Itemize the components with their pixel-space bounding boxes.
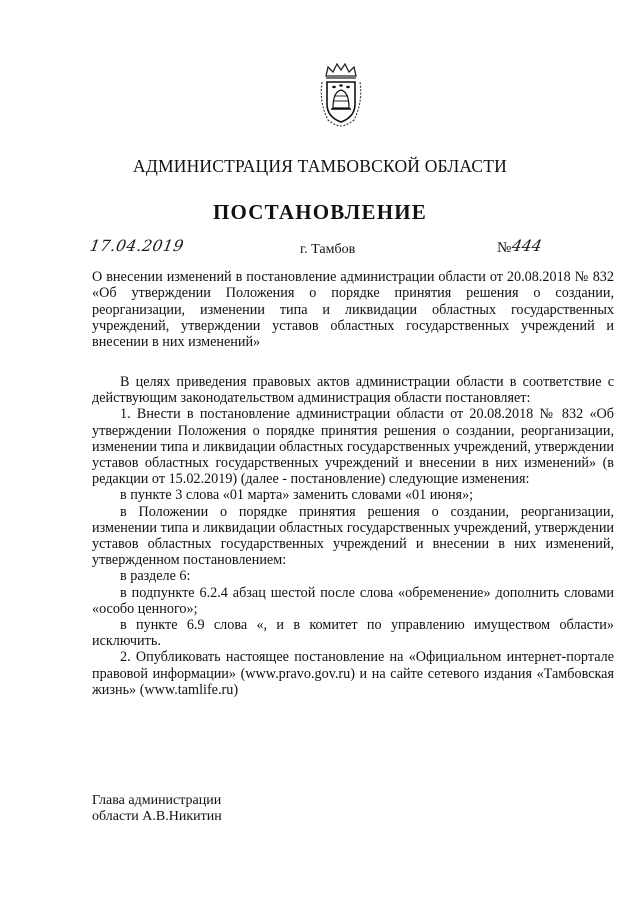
document-subject: О внесении изменений в постановление администрации области от 20.08.2018 № 832 «Об утверждении Положения о порядке принятия решения о создании, реорганизации, изменении типа и ликвидации областных государственных учреждений, утверждении уставов областных государственных учреждений и внесении в них изменений» xyxy=(92,269,614,351)
document-number: 444 xyxy=(510,237,544,255)
amendment-paragraph: в подпункте 6.2.4 абзац шестой после слова «обременение» дополнить словами «особо ценного»; xyxy=(92,584,614,617)
signature-name: области А.В.Никитин xyxy=(92,809,222,824)
document-type: ПОСТАНОВЛЕНИЕ xyxy=(212,200,428,224)
signature-title: Глава администрации xyxy=(92,793,222,808)
document-body xyxy=(92,374,614,698)
amendment-paragraph: в пункте 6.9 слова «, и в комитет по управлению имуществом области» исключить. xyxy=(92,617,614,650)
signature-block xyxy=(92,793,222,825)
amendment-paragraph: в пункте 3 слова «01 марта» заменить словами «01 июня»; xyxy=(120,487,474,504)
coat-of-arms-icon xyxy=(318,62,364,128)
amendment-paragraph: в разделе 6: xyxy=(120,568,191,585)
item-2-paragraph: 2. Опубликовать настоящее постановление на «Официальном интернет-портале правовой информации» (www.pravo.gov.ru) и на сайте сетевого издания «Тамбовская жизнь» (www.tamlife.ru) xyxy=(92,649,614,698)
document-date: 17.04.2019 xyxy=(88,237,186,255)
number-label: № xyxy=(497,240,512,256)
city: г. Тамбов xyxy=(300,242,356,257)
amendment-paragraph: в Положении о порядке принятия решения о создании, реорганизации, изменении типа и ликвидации областных государственных учреждений, утверждении уставов областных государственных учреждений и внесении в них изменений, утвержденном постановлением: xyxy=(92,503,614,569)
item-1-paragraph: 1. Внести в постановление администрации области от 20.08.2018 № 832 «Об утверждении Положения о порядке принятия решения о создании, реорганизации, изменении типа и ликвидации областных государственных учреждений, утверждении уставов областных государственных учреждений и внесении в них изменений» (в редакции от 15.02.2019) (далее - постановление) следующие изменения: xyxy=(92,406,614,488)
preamble-paragraph: В целях приведения правовых актов администрации области в соответствие с действующим законодательством администрация области постановляет: xyxy=(92,374,614,407)
organization-title: АДМИНИСТРАЦИЯ ТАМБОВСКОЙ ОБЛАСТИ xyxy=(133,156,507,176)
